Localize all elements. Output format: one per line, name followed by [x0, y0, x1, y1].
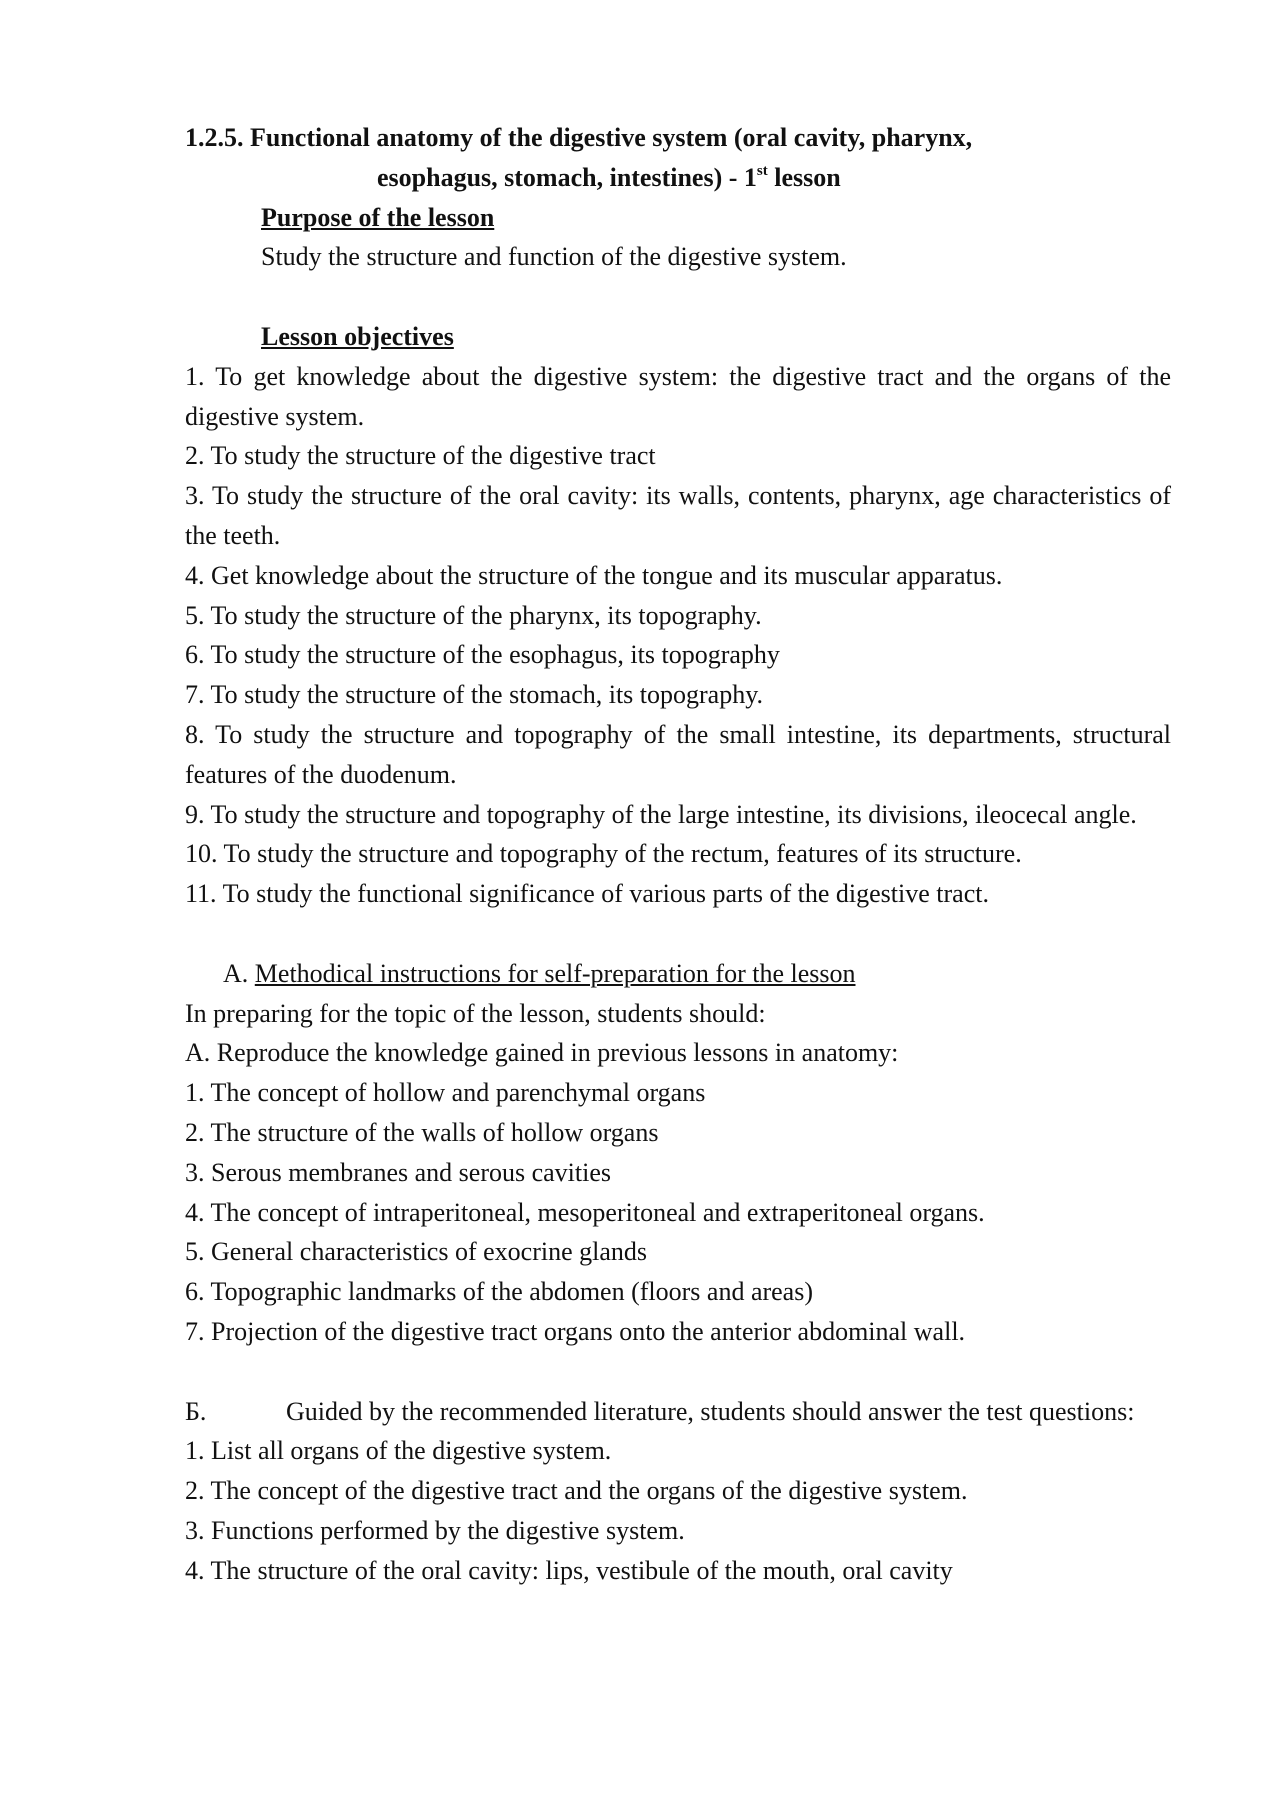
list-item: 4. The structure of the oral cavity: lips, vestibule of the mouth, oral cavity — [185, 1555, 953, 1585]
section-a-heading: A. Reproduce the knowledge gained in previous lessons in anatomy: — [185, 1038, 899, 1068]
purpose-text: Study the structure and function of the digestive system. — [261, 242, 847, 272]
list-item: 3. Serous membranes and serous cavities — [185, 1157, 612, 1187]
methodical-heading-text: Methodical instructions for self-preparation for the lesson — [254, 958, 856, 988]
list-item: 7. To study the structure of the stomach, its topography. — [185, 680, 764, 710]
purpose-heading: Purpose of the lesson — [261, 202, 495, 232]
section-b-heading — [185, 1392, 1187, 1432]
document-page — [185, 118, 1171, 1590]
list-item: 8. To study the structure and topography of the small intestine, its departments, structural features of the duodenum. — [185, 719, 1171, 789]
list-item: 2. The concept of the digestive tract and the organs of the digestive system. — [185, 1476, 968, 1506]
methodical-heading — [185, 954, 1171, 994]
list-item: 2. To study the structure of the digestive tract — [185, 441, 656, 471]
list-item: 4. Get knowledge about the structure of the tongue and its muscular apparatus. — [185, 560, 1003, 590]
section-a-list — [185, 1073, 1171, 1352]
list-item: 10. To study the structure and topography of the rectum, features of its structure. — [185, 839, 1022, 869]
title-line-2-end: lesson — [767, 162, 841, 192]
objectives-heading: Lesson objectives — [261, 321, 454, 351]
list-item: 3. Functions performed by the digestive system. — [185, 1515, 685, 1545]
section-b-marker: Б. — [185, 1396, 207, 1426]
list-item: 7. Projection of the digestive tract organs onto the anterior abdominal wall. — [185, 1316, 966, 1346]
list-item: 3. To study the structure of the oral cavity: its walls, contents, pharynx, age characteristics of the teeth. — [185, 481, 1171, 550]
list-item: 1. To get knowledge about the digestive system: the digestive tract and the organs of the digestive system. — [185, 361, 1171, 431]
title-line-1: 1.2.5. Functional anatomy of the digestive system (oral cavity, pharynx, — [185, 123, 973, 152]
list-item: 11. To study the functional significance of various parts of the digestive tract. — [185, 879, 989, 909]
list-item: 1. List all organs of the digestive system. — [185, 1436, 612, 1466]
objectives-list — [185, 357, 1171, 914]
list-item: 2. The structure of the walls of hollow organs — [185, 1117, 659, 1147]
list-item: 6. Topographic landmarks of the abdomen (floors and areas) — [185, 1277, 813, 1307]
title-line-2 — [185, 158, 1171, 198]
section-b-text: Guided by the recommended literature, students should answer the test questions: — [286, 1396, 1135, 1426]
lesson-title — [185, 118, 1171, 198]
list-item: 5. General characteristics of exocrine glands — [185, 1237, 648, 1267]
section-b-list — [185, 1431, 1171, 1590]
list-item: 1. The concept of hollow and parenchymal organs — [185, 1078, 706, 1108]
title-line-2-text: esophagus, stomach, intestines) - 1 — [377, 162, 757, 192]
list-item: 6. To study the structure of the esophagus, its topography — [185, 640, 780, 670]
methodical-intro: In preparing for the topic of the lesson, students should: — [185, 998, 766, 1028]
title-superscript: st — [756, 162, 768, 179]
methodical-marker: A. — [223, 958, 255, 988]
list-item: 5. To study the structure of the pharynx, its topography. — [185, 600, 762, 630]
list-item: 9. To study the structure and topography of the large intestine, its divisions, ileocecal angle. — [185, 799, 1137, 829]
list-item: 4. The concept of intraperitoneal, mesoperitoneal and extraperitoneal organs. — [185, 1197, 985, 1227]
